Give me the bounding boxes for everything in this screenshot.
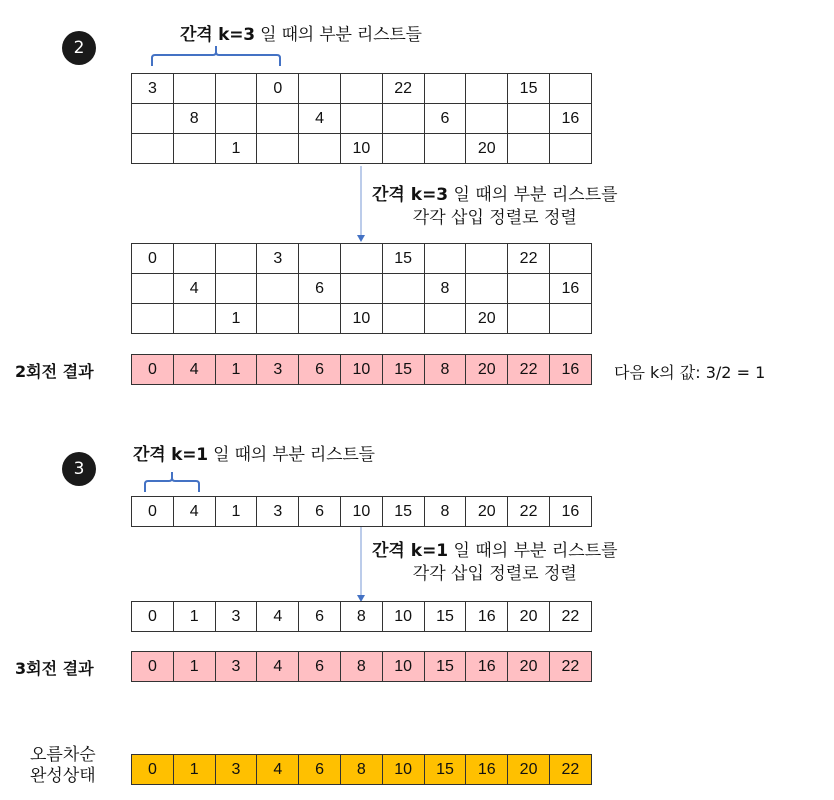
array-cell	[299, 134, 341, 164]
array-cell	[382, 274, 424, 304]
array-cell: 6	[424, 104, 466, 134]
array-cell: 16	[549, 104, 591, 134]
array-cell	[257, 134, 299, 164]
array-cell: 15	[382, 497, 424, 527]
table-row	[132, 244, 592, 274]
array-cell	[424, 244, 466, 274]
step3-heading-bold: 간격 k=1	[133, 445, 208, 465]
array-cell	[132, 274, 174, 304]
array-cell: 0	[132, 755, 174, 785]
table-row	[132, 304, 592, 334]
array-cell: 8	[424, 497, 466, 527]
array-cell: 20	[508, 755, 550, 785]
array-cell	[466, 244, 508, 274]
step3-heading-rest: 일 때의 부분 리스트들	[207, 445, 375, 465]
array-cell	[508, 274, 550, 304]
array-cell: 15	[382, 244, 424, 274]
array-cell: 4	[257, 755, 299, 785]
array-cell: 6	[299, 497, 341, 527]
array-cell: 0	[257, 74, 299, 104]
array-cell: 8	[173, 104, 215, 134]
array-cell	[549, 304, 591, 334]
array-cell	[299, 74, 341, 104]
array-cell: 15	[424, 755, 466, 785]
array-cell: 8	[424, 355, 466, 385]
array-cell: 6	[299, 755, 341, 785]
array-cell: 3	[132, 74, 174, 104]
array-cell: 16	[466, 755, 508, 785]
table-row	[132, 755, 592, 785]
array-cell: 6	[299, 602, 341, 632]
array-cell: 16	[466, 602, 508, 632]
array-cell: 10	[340, 497, 382, 527]
array-cell: 4	[299, 104, 341, 134]
array-cell: 8	[340, 652, 382, 682]
array-cell: 20	[466, 304, 508, 334]
array-cell: 8	[424, 274, 466, 304]
array-cell: 22	[549, 755, 591, 785]
array-cell	[340, 104, 382, 134]
array-cell	[340, 244, 382, 274]
array-cell	[382, 134, 424, 164]
array-cell	[132, 304, 174, 334]
array-cell	[215, 244, 257, 274]
array-cell	[549, 74, 591, 104]
array-cell: 4	[173, 355, 215, 385]
array-cell	[382, 304, 424, 334]
array-cell: 20	[508, 652, 550, 682]
array-cell: 6	[299, 274, 341, 304]
array-cell	[340, 274, 382, 304]
final-label-line2: 완성상태	[30, 766, 96, 786]
array-cell: 15	[508, 74, 550, 104]
step3-caption-line2: 각각 삽입 정렬로 정렬	[412, 564, 577, 584]
array-cell	[215, 74, 257, 104]
array-cell	[132, 134, 174, 164]
array-cell: 1	[215, 355, 257, 385]
step2-heading-rest: 일 때의 부분 리스트들	[254, 25, 422, 45]
array-cell	[299, 304, 341, 334]
array-cell	[549, 134, 591, 164]
array-cell: 10	[340, 304, 382, 334]
table-row	[132, 274, 592, 304]
array-cell: 8	[340, 602, 382, 632]
array-cell	[257, 304, 299, 334]
table-row	[132, 602, 592, 632]
array-cell: 3	[257, 497, 299, 527]
array-cell	[173, 244, 215, 274]
next-k-note: 다음 k의 값: 3/2 = 1	[614, 363, 766, 382]
array-cell: 1	[215, 497, 257, 527]
step3-caption	[372, 540, 618, 586]
array-cell	[466, 74, 508, 104]
array-cell: 16	[549, 355, 591, 385]
array-cell: 10	[340, 134, 382, 164]
array-cell	[132, 104, 174, 134]
array-cell: 22	[508, 497, 550, 527]
step2-sorted-sublists-table	[131, 243, 592, 334]
array-cell: 3	[257, 244, 299, 274]
array-cell	[173, 74, 215, 104]
array-cell: 1	[173, 602, 215, 632]
bracket-k1	[145, 472, 199, 492]
step-badge-3: 3	[62, 452, 96, 486]
step3-result-array	[131, 651, 592, 682]
final-sorted-array	[131, 754, 592, 785]
array-cell	[215, 104, 257, 134]
array-cell: 15	[424, 602, 466, 632]
array-cell: 3	[215, 652, 257, 682]
array-cell	[508, 104, 550, 134]
table-row	[132, 134, 592, 164]
array-cell: 20	[508, 602, 550, 632]
array-cell: 3	[215, 602, 257, 632]
step3-caption-bold: 간격 k=1	[372, 541, 449, 561]
array-cell: 20	[466, 355, 508, 385]
array-cell: 3	[257, 355, 299, 385]
array-cell: 8	[340, 755, 382, 785]
array-cell: 20	[466, 134, 508, 164]
array-cell	[424, 74, 466, 104]
array-cell: 22	[549, 602, 591, 632]
step2-result-label: 2회전 결과	[15, 362, 94, 381]
array-cell: 10	[382, 755, 424, 785]
step2-sublists-table	[131, 73, 592, 164]
array-cell: 15	[382, 355, 424, 385]
array-cell	[257, 274, 299, 304]
table-row	[132, 652, 592, 682]
step2-heading-bold: 간격 k=3	[180, 25, 255, 45]
array-cell	[424, 134, 466, 164]
array-cell: 22	[549, 652, 591, 682]
table-row	[132, 104, 592, 134]
bracket-k3	[152, 46, 280, 66]
array-cell: 0	[132, 652, 174, 682]
array-cell: 10	[340, 355, 382, 385]
array-cell: 16	[549, 274, 591, 304]
array-cell	[466, 274, 508, 304]
array-cell	[508, 134, 550, 164]
array-cell: 0	[132, 244, 174, 274]
step3-result-label: 3회전 결과	[15, 659, 94, 678]
array-cell: 10	[382, 602, 424, 632]
array-cell	[340, 74, 382, 104]
step2-result-array	[131, 354, 592, 385]
array-cell: 10	[382, 652, 424, 682]
array-cell: 6	[299, 355, 341, 385]
array-cell	[466, 104, 508, 134]
array-cell: 4	[173, 274, 215, 304]
array-cell: 16	[466, 652, 508, 682]
array-cell: 22	[508, 244, 550, 274]
table-row	[132, 355, 592, 385]
step3-input-array	[131, 496, 592, 527]
table-row	[132, 497, 592, 527]
step3-heading	[133, 440, 375, 465]
final-label-line1: 오름차순	[30, 745, 96, 765]
array-cell: 4	[257, 652, 299, 682]
array-cell: 20	[466, 497, 508, 527]
final-label	[30, 745, 96, 787]
array-cell: 4	[173, 497, 215, 527]
array-cell	[173, 134, 215, 164]
table-row	[132, 74, 592, 104]
array-cell: 0	[132, 497, 174, 527]
array-cell: 1	[215, 304, 257, 334]
array-cell: 0	[132, 602, 174, 632]
array-cell: 22	[508, 355, 550, 385]
step3-sorted-array	[131, 601, 592, 632]
array-cell: 6	[299, 652, 341, 682]
array-cell: 1	[173, 652, 215, 682]
array-cell	[549, 244, 591, 274]
array-cell: 1	[173, 755, 215, 785]
step-badge-2: 2	[62, 31, 96, 65]
step2-caption-bold: 간격 k=3	[372, 185, 449, 205]
array-cell: 16	[549, 497, 591, 527]
array-cell	[215, 274, 257, 304]
step2-heading	[180, 20, 422, 45]
array-cell: 4	[257, 602, 299, 632]
step3-caption-rest: 일 때의 부분 리스트를	[448, 541, 618, 561]
array-cell	[382, 104, 424, 134]
step2-caption	[372, 184, 618, 230]
array-cell	[508, 304, 550, 334]
step2-caption-line2: 각각 삽입 정렬로 정렬	[412, 208, 577, 228]
array-cell: 1	[215, 134, 257, 164]
array-cell	[173, 304, 215, 334]
array-cell: 3	[215, 755, 257, 785]
step2-caption-rest: 일 때의 부분 리스트를	[448, 185, 618, 205]
array-cell	[299, 244, 341, 274]
array-cell: 15	[424, 652, 466, 682]
array-cell: 22	[382, 74, 424, 104]
array-cell: 0	[132, 355, 174, 385]
array-cell	[424, 304, 466, 334]
array-cell	[257, 104, 299, 134]
